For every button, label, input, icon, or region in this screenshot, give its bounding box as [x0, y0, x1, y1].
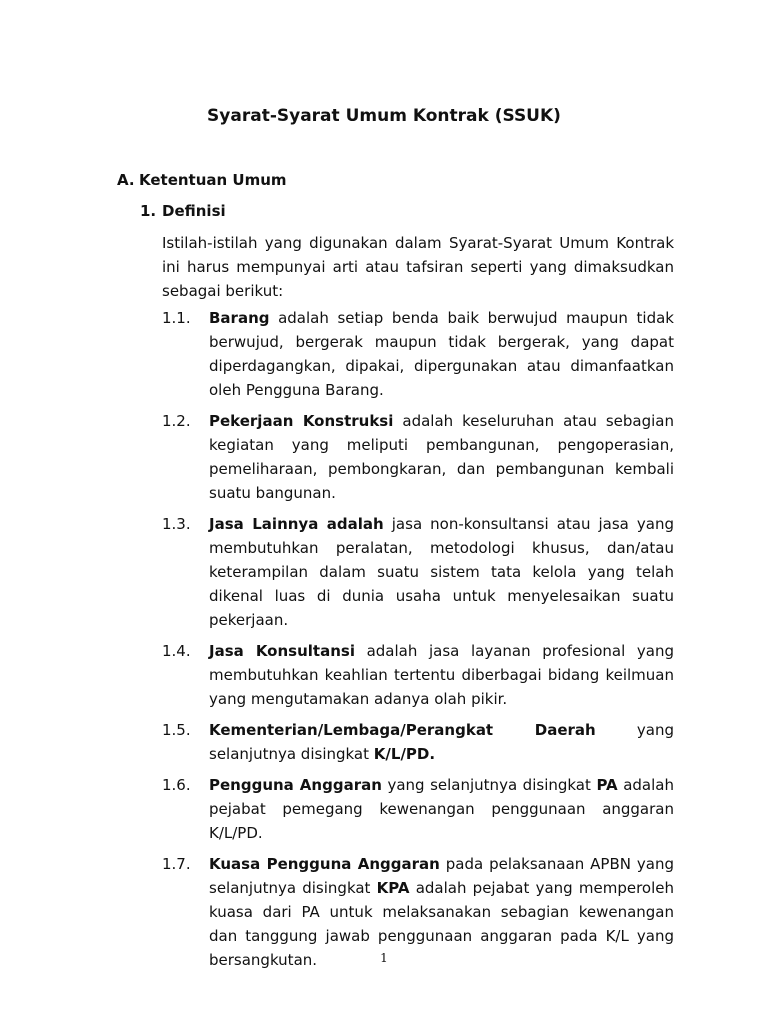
definition-item: [162, 639, 674, 711]
definition-text: adalah setiap benda baik berwujud maupun tidak berwujud, bergerak maupun tidak bergerak, yang dapat diperdagangkan, dipakai, dipergunakan atau dimanfaatkan oleh Pengguna Barang.: [209, 309, 674, 399]
definition-text: adalah pejabat pemegang kewenangan penggunaan anggaran K/L/PD.: [209, 776, 674, 842]
definition-term: PA: [596, 776, 618, 794]
definition-item: [162, 306, 674, 402]
definition-term: Pekerjaan Konstruksi: [209, 412, 394, 430]
section-heading: [117, 169, 287, 191]
subsection-title: Definisi: [162, 202, 226, 220]
definition-text: adalah jasa layanan profesional yang membutuhkan keahlian tertentu diberbagai bidang keilmuan yang mengutamakan adanya olah pikir.: [209, 642, 675, 708]
definition-text: adalah keseluruhan atau sebagian kegiatan yang meliputi pembangunan, pengoperasian, pemeliharaan, pembongkaran, dan pembangunan kembali suatu bangunan.: [209, 412, 674, 502]
section-letter: A.: [117, 171, 135, 189]
definition-term: Kuasa Pengguna Anggaran: [209, 855, 440, 873]
definition-term: Pengguna Anggaran: [209, 776, 382, 794]
definition-text: pada pelaksanaan APBN yang selanjutnya disingkat: [209, 855, 674, 897]
definition-term: Barang: [209, 309, 270, 327]
definition-number: 1.2.: [162, 412, 191, 430]
definition-item: [162, 773, 674, 845]
definition-number: 1.7.: [162, 855, 191, 873]
definition-term: Jasa Konsultansi: [209, 642, 355, 660]
definition-number: 1.4.: [162, 642, 191, 660]
definition-number: 1.5.: [162, 721, 191, 739]
definition-list: [162, 306, 674, 972]
intro-paragraph: Istilah-istilah yang digunakan dalam Syarat-Syarat Umum Kontrak ini harus mempunyai arti atau tafsiran seperti yang dimaksudkan sebagai berikut:: [162, 234, 674, 300]
definition-term: Jasa Lainnya adalah: [209, 515, 384, 533]
definition-number: 1.3.: [162, 515, 191, 533]
definition-number: 1.6.: [162, 776, 191, 794]
definition-number: 1.1.: [162, 309, 191, 327]
document-title: Syarat-Syarat Umum Kontrak (SSUK): [207, 106, 561, 126]
section-title: Ketentuan Umum: [139, 171, 287, 189]
definition-text: adalah pejabat yang memperoleh kuasa dari PA untuk melaksanakan sebagian kewenangan dan tanggung jawab penggunaan anggaran pada K/L yang bersangkutan.: [209, 879, 674, 969]
subsection-number: 1.: [140, 202, 157, 220]
definition-term: KPA: [376, 879, 410, 897]
definition-text: yang selanjutnya disingkat: [209, 721, 674, 763]
definition-text: jasa non-konsultansi atau jasa yang membutuhkan peralatan, metodologi khusus, dan/atau keterampilan dalam suatu sistem tata kelola yang telah dikenal luas di dunia usaha untuk menyelesaikan suatu pekerjaan.: [209, 515, 674, 629]
definition-term: K/L/PD.: [373, 745, 436, 763]
page-number: 1: [380, 951, 388, 965]
subsection-heading: [140, 200, 226, 222]
definition-item: [162, 409, 674, 505]
definition-item: [162, 512, 674, 632]
definition-text: yang selanjutnya disingkat: [381, 776, 597, 794]
definition-item: [162, 718, 674, 766]
definition-term: Kementerian/Lembaga/Perangkat Daerah: [209, 721, 596, 739]
